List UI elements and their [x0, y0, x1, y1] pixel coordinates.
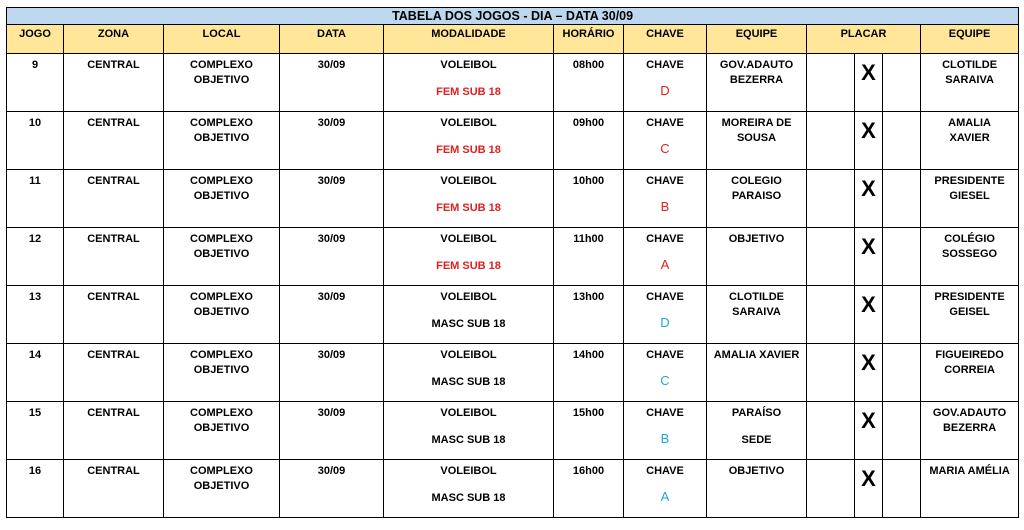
table-row — [7, 228, 1019, 286]
header-modalidade: MODALIDADE — [384, 25, 554, 54]
cell-jogo — [7, 286, 64, 344]
local-line-2: OBJETIVO — [193, 248, 250, 260]
cell-data — [280, 460, 384, 518]
table-row — [7, 460, 1019, 518]
table-row — [7, 170, 1019, 228]
cell-horario — [554, 460, 624, 518]
cell-placar-right — [883, 286, 921, 344]
chave-label: CHAVE — [646, 465, 684, 477]
cell-placar-right — [883, 54, 921, 112]
cell-data — [280, 112, 384, 170]
header-equipe-1: EQUIPE — [707, 25, 807, 54]
cell-zona — [64, 112, 164, 170]
categoria-text: FEM SUB 18 — [436, 144, 501, 156]
equipe-2-line-1: MARIA AMÉLIA — [929, 465, 1010, 477]
categoria-text: MASC SUB 18 — [431, 492, 506, 504]
table-row — [7, 344, 1019, 402]
cell-placar-left — [807, 54, 855, 112]
chave-label: CHAVE — [646, 233, 684, 245]
horario-text: 11h00 — [573, 233, 604, 245]
data-text: 30/09 — [317, 349, 346, 361]
local-line-1: COMPLEXO — [190, 407, 253, 419]
equipe-1-line-1: CLOTILDE — [729, 291, 784, 303]
table-row — [7, 54, 1019, 112]
cell-placar-right — [883, 460, 921, 518]
horario-text: 10h00 — [572, 175, 605, 187]
cell-zona — [64, 54, 164, 112]
cell-placar-left — [807, 344, 855, 402]
cell-equipe-2 — [921, 286, 1019, 344]
zona-text: CENTRAL — [87, 349, 140, 361]
cell-equipe-2 — [921, 54, 1019, 112]
cell-modalidade — [384, 286, 554, 344]
categoria-text: FEM SUB 18 — [436, 86, 501, 98]
cell-placar-x — [855, 344, 883, 402]
equipe-2-line-1: FIGUEIREDO — [935, 349, 1004, 361]
cell-chave — [624, 54, 707, 112]
local-line-2: OBJETIVO — [193, 306, 250, 318]
local-line-2: OBJETIVO — [193, 422, 250, 434]
chave-label: CHAVE — [646, 59, 684, 71]
data-text: 30/09 — [317, 59, 346, 71]
jogo-number: 13 — [28, 291, 42, 303]
placar-x: X — [861, 234, 876, 259]
jogo-number: 11 — [29, 175, 41, 187]
cell-placar-right — [883, 170, 921, 228]
cell-modalidade — [384, 112, 554, 170]
cell-horario — [554, 344, 624, 402]
modalidade-text: VOLEIBOL — [440, 117, 497, 129]
chave-label: CHAVE — [646, 407, 684, 419]
placar-x: X — [861, 466, 876, 491]
cell-equipe-1 — [707, 402, 807, 460]
equipe-1-line-2: PARAISO — [731, 190, 782, 202]
placar-x: X — [861, 408, 876, 433]
cell-local — [164, 344, 280, 402]
equipe-1-line-1: MOREIRA DE — [721, 117, 792, 129]
cell-local — [164, 402, 280, 460]
cell-chave — [624, 112, 707, 170]
cell-zona — [64, 460, 164, 518]
categoria-text: MASC SUB 18 — [431, 318, 506, 330]
cell-jogo — [7, 344, 64, 402]
categoria-text: MASC SUB 18 — [431, 376, 506, 388]
cell-equipe-1 — [707, 112, 807, 170]
cell-modalidade — [384, 54, 554, 112]
cell-modalidade — [384, 344, 554, 402]
cell-jogo — [7, 402, 64, 460]
table-row — [7, 402, 1019, 460]
local-line-2: OBJETIVO — [193, 190, 250, 202]
local-line-2: OBJETIVO — [193, 480, 250, 492]
cell-placar-x — [855, 112, 883, 170]
categoria-text: MASC SUB 18 — [431, 434, 506, 446]
cell-equipe-2 — [921, 228, 1019, 286]
zona-text: CENTRAL — [87, 465, 140, 477]
cell-modalidade — [384, 170, 554, 228]
modalidade-text: VOLEIBOL — [440, 59, 497, 71]
horario-text: 15h00 — [572, 407, 605, 419]
chave-letter: A — [660, 489, 670, 504]
local-line-1: COMPLEXO — [190, 291, 253, 303]
cell-chave — [624, 460, 707, 518]
games-table — [6, 7, 1019, 518]
cell-zona — [64, 402, 164, 460]
jogo-number: 14 — [28, 349, 42, 361]
data-text: 30/09 — [317, 117, 346, 129]
data-text: 30/09 — [317, 407, 346, 419]
data-text: 30/09 — [317, 465, 346, 477]
cell-chave — [624, 228, 707, 286]
cell-equipe-1 — [707, 54, 807, 112]
equipe-2-line-2: BEZERRA — [942, 422, 997, 434]
horario-text: 16h00 — [572, 465, 605, 477]
zona-text: CENTRAL — [87, 291, 140, 303]
horario-text: 14h00 — [572, 349, 605, 361]
header-jogo: JOGO — [7, 25, 64, 54]
cell-placar-left — [807, 228, 855, 286]
equipe-2-line-1: GOV.ADAUTO — [932, 407, 1007, 419]
jogo-number: 15 — [28, 407, 42, 419]
equipe-2-line-2: CORREIA — [944, 364, 995, 376]
cell-jogo — [7, 112, 64, 170]
jogo-number: 12 — [28, 233, 42, 245]
cell-chave — [624, 344, 707, 402]
equipe-2-line-1: AMALIA — [948, 117, 991, 129]
categoria-text: FEM SUB 18 — [436, 260, 501, 272]
chave-letter: D — [660, 83, 670, 98]
modalidade-text: VOLEIBOL — [440, 407, 497, 419]
local-line-1: COMPLEXO — [190, 175, 253, 187]
cell-jogo — [7, 170, 64, 228]
cell-horario — [554, 228, 624, 286]
chave-letter: C — [660, 373, 670, 388]
cell-jogo — [7, 54, 64, 112]
data-text: 30/09 — [317, 291, 346, 303]
cell-data — [280, 286, 384, 344]
local-line-2: OBJETIVO — [193, 364, 250, 376]
local-line-2: OBJETIVO — [193, 132, 250, 144]
games-table-sheet — [6, 7, 1018, 518]
cell-placar-left — [807, 112, 855, 170]
equipe-1-line-1: AMALIA XAVIER — [713, 349, 800, 361]
chave-letter: B — [660, 199, 670, 214]
modalidade-text: VOLEIBOL — [440, 233, 497, 245]
cell-modalidade — [384, 228, 554, 286]
modalidade-text: VOLEIBOL — [440, 291, 497, 303]
equipe-1-line-2: BEZERRA — [729, 74, 784, 86]
header-horario: HORÁRIO — [554, 25, 624, 54]
table-row — [7, 112, 1019, 170]
cell-placar-x — [855, 228, 883, 286]
cell-local — [164, 54, 280, 112]
cell-equipe-1 — [707, 460, 807, 518]
placar-x: X — [861, 292, 876, 317]
equipe-1-line-2: SEDE — [741, 434, 772, 446]
local-line-1: COMPLEXO — [190, 349, 253, 361]
modalidade-text: VOLEIBOL — [440, 175, 497, 187]
placar-x: X — [861, 350, 876, 375]
equipe-1-line-1: OBJETIVO — [728, 233, 785, 245]
chave-letter: D — [660, 315, 670, 330]
cell-local — [164, 460, 280, 518]
equipe-2-line-2: GEISEL — [949, 306, 990, 318]
table-row — [7, 286, 1019, 344]
chave-label: CHAVE — [646, 349, 684, 361]
equipe-1-line-1: GOV.ADAUTO — [719, 59, 794, 71]
cell-modalidade — [384, 402, 554, 460]
cell-chave — [624, 402, 707, 460]
cell-placar-x — [855, 170, 883, 228]
cell-equipe-2 — [921, 112, 1019, 170]
local-line-2: OBJETIVO — [193, 74, 250, 86]
cell-jogo — [7, 460, 64, 518]
cell-data — [280, 402, 384, 460]
equipe-1-line-2: SOUSA — [736, 132, 777, 144]
chave-letter: C — [660, 141, 670, 156]
cell-data — [280, 228, 384, 286]
cell-local — [164, 286, 280, 344]
cell-zona — [64, 170, 164, 228]
chave-letter: A — [660, 257, 670, 272]
chave-label: CHAVE — [646, 117, 684, 129]
cell-placar-x — [855, 286, 883, 344]
cell-jogo — [7, 228, 64, 286]
cell-equipe-1 — [707, 170, 807, 228]
equipe-1-line-1: OBJETIVO — [728, 465, 785, 477]
cell-placar-x — [855, 460, 883, 518]
cell-equipe-2 — [921, 460, 1019, 518]
cell-local — [164, 112, 280, 170]
cell-placar-right — [883, 112, 921, 170]
zona-text: CENTRAL — [87, 59, 140, 71]
zona-text: CENTRAL — [87, 407, 140, 419]
cell-placar-x — [855, 54, 883, 112]
equipe-2-line-1: PRESIDENTE — [934, 291, 1005, 303]
equipe-1-line-2: SARAIVA — [732, 306, 781, 318]
chave-letter: B — [660, 431, 670, 446]
cell-data — [280, 344, 384, 402]
data-text: 30/09 — [317, 233, 346, 245]
horario-text: 13h00 — [572, 291, 605, 303]
cell-local — [164, 228, 280, 286]
chave-label: CHAVE — [646, 175, 684, 187]
equipe-2-line-2: XAVIER — [949, 132, 990, 144]
title-row — [7, 8, 1019, 25]
cell-placar-right — [883, 228, 921, 286]
header-local: LOCAL — [164, 25, 280, 54]
cell-chave — [624, 170, 707, 228]
cell-horario — [554, 402, 624, 460]
cell-horario — [554, 54, 624, 112]
placar-x: X — [861, 60, 876, 85]
cell-equipe-2 — [921, 402, 1019, 460]
header-data: DATA — [280, 25, 384, 54]
placar-x: X — [861, 118, 876, 143]
horario-text: 08h00 — [572, 59, 605, 71]
cell-placar-x — [855, 402, 883, 460]
header-placar: PLACAR — [807, 25, 921, 54]
cell-horario — [554, 170, 624, 228]
cell-equipe-1 — [707, 286, 807, 344]
table-title: TABELA DOS JOGOS - DIA – DATA 30/09 — [7, 8, 1019, 25]
modalidade-text: VOLEIBOL — [440, 465, 497, 477]
cell-placar-right — [883, 402, 921, 460]
equipe-2-line-2: GIESEL — [949, 190, 990, 202]
cell-horario — [554, 112, 624, 170]
cell-data — [280, 170, 384, 228]
cell-data — [280, 54, 384, 112]
equipe-2-line-2: SOSSEGO — [942, 248, 998, 260]
cell-placar-left — [807, 170, 855, 228]
equipe-2-line-1: COLÉGIO — [944, 233, 995, 245]
equipe-2-line-2: SARAIVA — [945, 74, 994, 86]
cell-placar-left — [807, 402, 855, 460]
cell-placar-right — [883, 344, 921, 402]
jogo-number: 16 — [28, 465, 42, 477]
cell-equipe-2 — [921, 344, 1019, 402]
equipe-1-line-1: COLEGIO — [731, 175, 782, 187]
cell-zona — [64, 286, 164, 344]
header-zona: ZONA — [64, 25, 164, 54]
cell-modalidade — [384, 460, 554, 518]
placar-x: X — [861, 176, 876, 201]
equipe-2-line-1: PRESIDENTE — [934, 175, 1005, 187]
categoria-text: FEM SUB 18 — [436, 202, 501, 214]
zona-text: CENTRAL — [87, 175, 140, 187]
local-line-1: COMPLEXO — [190, 59, 253, 71]
chave-label: CHAVE — [646, 291, 684, 303]
cell-zona — [64, 228, 164, 286]
cell-placar-left — [807, 460, 855, 518]
data-text: 30/09 — [317, 175, 346, 187]
header-row — [7, 25, 1019, 54]
header-equipe-2: EQUIPE — [921, 25, 1019, 54]
local-line-1: COMPLEXO — [190, 233, 253, 245]
header-chave: CHAVE — [624, 25, 707, 54]
zona-text: CENTRAL — [87, 117, 140, 129]
cell-zona — [64, 344, 164, 402]
cell-equipe-1 — [707, 344, 807, 402]
horario-text: 09h00 — [572, 117, 605, 129]
zona-text: CENTRAL — [87, 233, 140, 245]
cell-chave — [624, 286, 707, 344]
equipe-2-line-1: CLOTILDE — [942, 59, 998, 71]
equipe-1-line-1: PARAÍSO — [731, 407, 782, 419]
cell-horario — [554, 286, 624, 344]
jogo-number: 10 — [28, 117, 42, 129]
jogo-number: 9 — [31, 59, 39, 71]
local-line-1: COMPLEXO — [190, 465, 253, 477]
cell-equipe-1 — [707, 228, 807, 286]
local-line-1: COMPLEXO — [190, 117, 253, 129]
cell-equipe-2 — [921, 170, 1019, 228]
cell-local — [164, 170, 280, 228]
modalidade-text: VOLEIBOL — [440, 349, 497, 361]
cell-placar-left — [807, 286, 855, 344]
